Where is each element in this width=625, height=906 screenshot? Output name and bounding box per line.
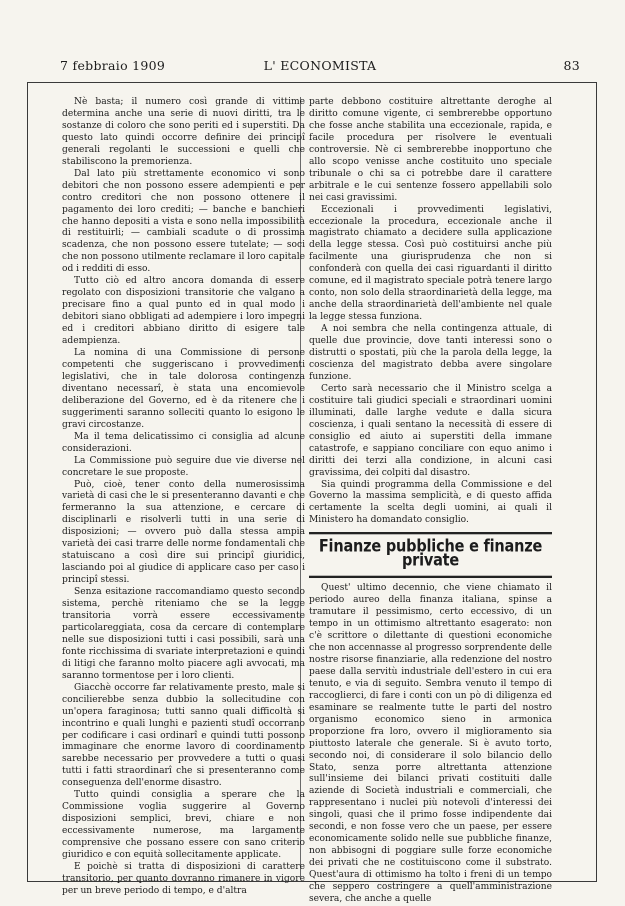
- paragraph: Sia quindi programma della Commissione e del Governo la massima semplicità, e di questo affida certamente la scelta degli uomini, ai quali il Ministero ha domandato consiglio.: [309, 479, 552, 526]
- paragraph: La nomina di una Commissione di persone competenti che suggeriscano i provvedimenti legislativi, che in tale dolorosa contingenza diventano necessarî, è stata una encomievole deliberazione del Governo, ed è da ritenere che i suggerimenti saranno solleciti quanto lo esigono le gravi circostanze.: [62, 348, 305, 430]
- paragraph: Tutto ciò ed altro ancora domanda di essere regolato con disposizioni transitorie che valgano a precisare fino a qual punto ed in qual modo i debitori siano obbligati ad adempiere i loro impegni ed i creditori abbiano diritto di esigere tale adempienza.: [62, 276, 305, 347]
- paragraph: parte debbono costituire altrettante deroghe al diritto comune vigente, ci sembrerebbe opportuno che fosse anche stabilita una eccezionale, rapida, e facile procedura per risolvere le eventuali controversie. Nè ci sembrerebbe inopportuno che allo scopo venisse anche costituito uno speciale tribunale o chi sa ci potrebbe dare il carattere arbitrale e le cui sentenze fossero appellabili solo nei casi gravissimi.: [309, 97, 552, 203]
- paragraph: Dal lato più strettamente economico vi sono debitori che non possono essere adempienti e per contro creditori che non possono ottenere il pagamento dei loro crediti; — banche e banchieri che hanno depositi a vista e sono nella impossibilità di restituirli; — cambiali scadute o di prossima scadenza, che non possono essere tutelate; — soci che non possono utilmente reclamare il loro capitale od i redditi di esso.: [62, 168, 305, 275]
- paragraph: Senza esitazione raccomandiamo questo secondo sistema, perchè riteniamo che se la legge transitoria vorrà essere eccessivamente particolareggiata, cosa da cercare di contemplare nelle sue disposizioni tutti i casi possibili, sarà una fonte ricchissima di svariate interpretazioni e quindi di litigi che faranno molto piacere agli avvocati, ma saranno tormentose per i loro clienti.: [62, 587, 305, 681]
- paragraph: Quest' ultimo decennio, che viene chiamato il periodo aureo della finanza italiana, spinse a tramutare il pessimismo, certo eccessivo, di un tempo in un ottimismo altrettanto esagerato: non c'è scrittore o dilettante di questioni economiche che non accennasse al progresso sorprendente delle nostre risorse finanziarie, alla redenzione del nostro paese dalla servitù industriale dell'estero in cui era tenuto, e via di seguito. Sembra venuto il tempo di raccoglierci, di fare i conti con un pò di diligenza ed esaminare se realmente tutte le parti del nostro organismo economico sieno in armonica proporzione fra loro, ovvero il miglioramento sia piuttosto laterale che generale. Si è avuto torto, secondo noi, di considerare il solo bilancio dello Stato, senza porre altrettanta attenzione sull'insieme dei bilanci privati costituiti dalle aziende di Società industriali e commerciali, che rappresentano i nuclei più notevoli d'interessi dei singoli, quasi che il primo fosse indipendente dai secondi, e non fosse vero che un paese, per essere economicamente solido nelle sue pubbliche finanze, non abbisogni di poggiare sulle forze economiche dei privati che ne costituiscono come il substrato. Quest'aura di ottimismo ha tolto i freni di un tempo che seppero costringere a quell'amministrazione severa, che anche a quelle: [309, 583, 552, 904]
- paragraph: E poichè si tratta di disposizioni di carattere transitorio, per quanto dovranno rimanere in vigore per un breve periodo di tempo, e d'altra: [62, 862, 305, 896]
- paragraph: Certo sarà necessario che il Ministro scelga a costituire tali giudici speciali e straordinari uomini illuminati, dalle larghe vedute e dalla sicura coscienza, i quali sentano la necessità di essere di consiglio ed aiuto ai superstiti della immane catastrofe, e sappiano conciliare con equo animo i diritti dei terzi alla condizione, in alcuni casi gravissima, dei colpiti dal disastro.: [309, 383, 552, 478]
- right-column: [309, 97, 552, 904]
- paragraph: Ma il tema delicatissimo ci consiglia ad alcune considerazioni.: [62, 431, 305, 454]
- issue-date: 7 febbraio 1909: [60, 58, 166, 73]
- paragraph: Tutto quindi consiglia a sperare che la Commissione voglia suggerire al Governo disposizioni semplici, brevi, chiare e non eccessivamente numerose, ma largamente comprensive che possano essere con sano criterio giuridico e con equità sollecitamente applicate.: [62, 790, 305, 861]
- paragraph: Eccezionali i provvedimenti legislativi, eccezionale la procedura, eccezionale anche il magistrato chiamato a decidere sulla applicazione della legge stessa. Così può costituirsi anche più facilmente una giurisprudenza che non si confonderà con quella dei casi riguardanti il diritto comune, ed il magistrato speciale potrà tenere largo conto, non solo della straordinarietà della legge, ma anche della straordinarietà dell'ambiente nel quale la legge stessa funziona.: [309, 204, 552, 323]
- page-number: 83: [563, 58, 580, 73]
- paragraph: A noi sembra che nella contingenza attuale, di quelle due provincie, dove tanti interessi sono o distrutti o spostati, più che la parola della legge, la coscienza del magistrato debba avere singolare funzione.: [309, 324, 552, 382]
- left-column: [62, 97, 305, 896]
- paragraph: Giacchè occorre far relativamente presto, male si concilierebbe senza dubbio la sollecitudine con un'opera faraginosa; tutti sanno quali difficoltà si incontrino e quali lunghi e pazienti studî occorrano per codificare i casi ordinarî e quindi tutti possono immaginare che enorme lavoro di coordinamento sarebbe necessario per provvedere a tutti o quasi tutti i fatti straordinarî che si presenteranno come conseguenza dell'enorme disastro.: [62, 682, 305, 789]
- paragraph: Può, cioè, tener conto della numerosissima varietà di casi che le si presenteranno davanti e che fermeranno la sua attenzione, e cercare di disciplinarli e risolverli tutti in una serie di disposizioni; — ovvero può dalla stessa ampia varietà dei casi trarre delle norme fondamentali che statuiscano a così dire sui principî giuridici, lasciando poi al giudice di applicare caso per caso i principî stessi.: [62, 479, 305, 586]
- section-heading: Finanze pubbliche e finanze private: [309, 532, 552, 578]
- paragraph: Nè basta; il numero così grande di vittime determina anche una serie di nuovi diritti, tra le sostanze di coloro che sono periti ed i superstiti. Da questo lato quindi occorre definire dei principî generali regolanti le successioni e quelli che stabiliscono la premorienza.: [62, 97, 305, 167]
- journal-title: L' ECONOMISTA: [263, 58, 377, 73]
- page-header: [60, 58, 580, 78]
- paragraph: La Commissione può seguire due vie diverse nel concretare le sue proposte.: [62, 455, 305, 478]
